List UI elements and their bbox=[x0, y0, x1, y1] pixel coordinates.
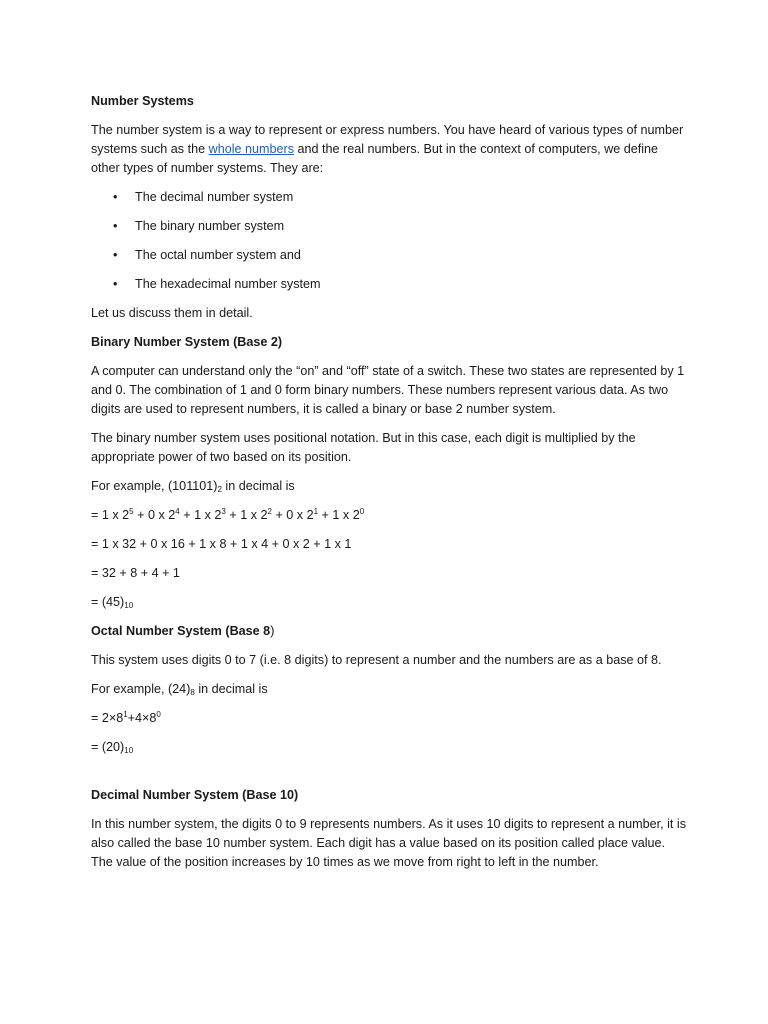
octal-paragraph-1: This system uses digits 0 to 7 (i.e. 8 digits) to represent a number and the numbers are as a base of 8. bbox=[91, 653, 662, 667]
octal-result-prefix: = (20) bbox=[91, 740, 125, 754]
binary-step-1-exponent: 0 bbox=[359, 507, 365, 516]
binary-step-1 bbox=[91, 506, 688, 525]
binary-heading: Binary Number System (Base 2) bbox=[91, 335, 283, 349]
page-title: Number Systems bbox=[91, 94, 194, 108]
octal-step-1-exponent: 0 bbox=[156, 710, 161, 719]
bullet-icon: • bbox=[113, 190, 118, 204]
bullet-icon: • bbox=[113, 219, 118, 233]
octal-example-base: 8 bbox=[190, 688, 195, 697]
list-item bbox=[91, 217, 688, 236]
intro-text: The number system is a way to represent or express numbers. You have heard of various types of number systems such as the bbox=[91, 123, 684, 156]
binary-step-1-exponent: 4 bbox=[175, 507, 180, 516]
binary-example-base: 2 bbox=[217, 485, 222, 494]
octal-heading-paren: ) bbox=[270, 624, 275, 638]
binary-example-line bbox=[91, 477, 688, 496]
number-system-list bbox=[91, 188, 688, 294]
list-item bbox=[91, 275, 688, 294]
binary-step-1-exponent: 2 bbox=[267, 507, 272, 516]
binary-step-1-term: + 1 x 2 bbox=[225, 508, 268, 522]
list-item-label: The hexadecimal number system bbox=[135, 277, 321, 291]
binary-step-1-term: + 0 x 2 bbox=[271, 508, 314, 522]
octal-step-1-exponent: 1 bbox=[123, 710, 128, 719]
blank-line bbox=[91, 767, 688, 786]
binary-result-prefix: = (45) bbox=[91, 595, 125, 609]
list-item-label: The decimal number system bbox=[135, 190, 294, 204]
list-item-label: The binary number system bbox=[135, 219, 285, 233]
binary-step-1-term: = 1 x 2 bbox=[91, 508, 130, 522]
octal-example-suffix: in decimal is bbox=[194, 682, 268, 696]
intro-paragraph bbox=[91, 121, 688, 178]
decimal-heading: Decimal Number System (Base 10) bbox=[91, 788, 299, 802]
list-item bbox=[91, 188, 688, 207]
intro-text-continued: and the real numbers. But in the context of computers, we define other types of number systems. They are: bbox=[91, 142, 659, 175]
octal-result-base: 10 bbox=[124, 746, 134, 755]
binary-step-1-exponent: 5 bbox=[129, 507, 134, 516]
whole-numbers-link[interactable]: whole numbers bbox=[208, 142, 294, 156]
binary-step-1-exponent: 3 bbox=[221, 507, 226, 516]
discuss-paragraph: Let us discuss them in detail. bbox=[91, 306, 253, 320]
list-item-label: The octal number system and bbox=[135, 248, 301, 262]
octal-heading-text: Octal Number System (Base 8 bbox=[91, 624, 271, 638]
binary-step-1-term: + 1 x 2 bbox=[179, 508, 222, 522]
binary-paragraph-2: The binary number system uses positional notation. But in this case, each digit is multiplied by the appropriate power of two based on its position. bbox=[91, 431, 636, 464]
binary-step-2: = 1 x 32 + 0 x 16 + 1 x 8 + 1 x 4 + 0 x 2 + 1 x 1 bbox=[91, 537, 352, 551]
decimal-paragraph-1: In this number system, the digits 0 to 9 represents numbers. As it uses 10 digits to represent a number, it is also called the base 10 number system. Each digit has a value based on its position called place value. The value of the position increases by 10 times as we move from right to left in the number. bbox=[91, 817, 686, 869]
octal-step-1-term: +4×8 bbox=[127, 711, 157, 725]
binary-result bbox=[91, 593, 688, 612]
binary-step-1-term: + 0 x 2 bbox=[133, 508, 176, 522]
octal-example-line bbox=[91, 680, 688, 699]
octal-step-1-term: = 2×8 bbox=[91, 711, 124, 725]
bullet-icon: • bbox=[113, 277, 118, 291]
binary-paragraph-1: A computer can understand only the “on” and “off” state of a switch. These two states are represented by 1 and 0. The combination of 1 and 0 form binary numbers. These numbers represent various data. As two digits are used to represent numbers, it is called a binary or base 2 number system. bbox=[91, 364, 685, 416]
bullet-icon: • bbox=[113, 248, 118, 262]
binary-example-suffix: in decimal is bbox=[221, 479, 295, 493]
binary-result-base: 10 bbox=[124, 601, 134, 610]
octal-example-prefix: For example, (24) bbox=[91, 682, 191, 696]
binary-step-3: = 32 + 8 + 4 + 1 bbox=[91, 566, 180, 580]
octal-heading bbox=[91, 622, 688, 641]
binary-example-prefix: For example, (101101) bbox=[91, 479, 218, 493]
octal-step-1 bbox=[91, 709, 688, 728]
binary-step-1-term: + 1 x 2 bbox=[318, 508, 360, 522]
octal-result bbox=[91, 738, 688, 757]
binary-step-1-exponent: 1 bbox=[313, 507, 319, 516]
list-item bbox=[91, 246, 688, 265]
